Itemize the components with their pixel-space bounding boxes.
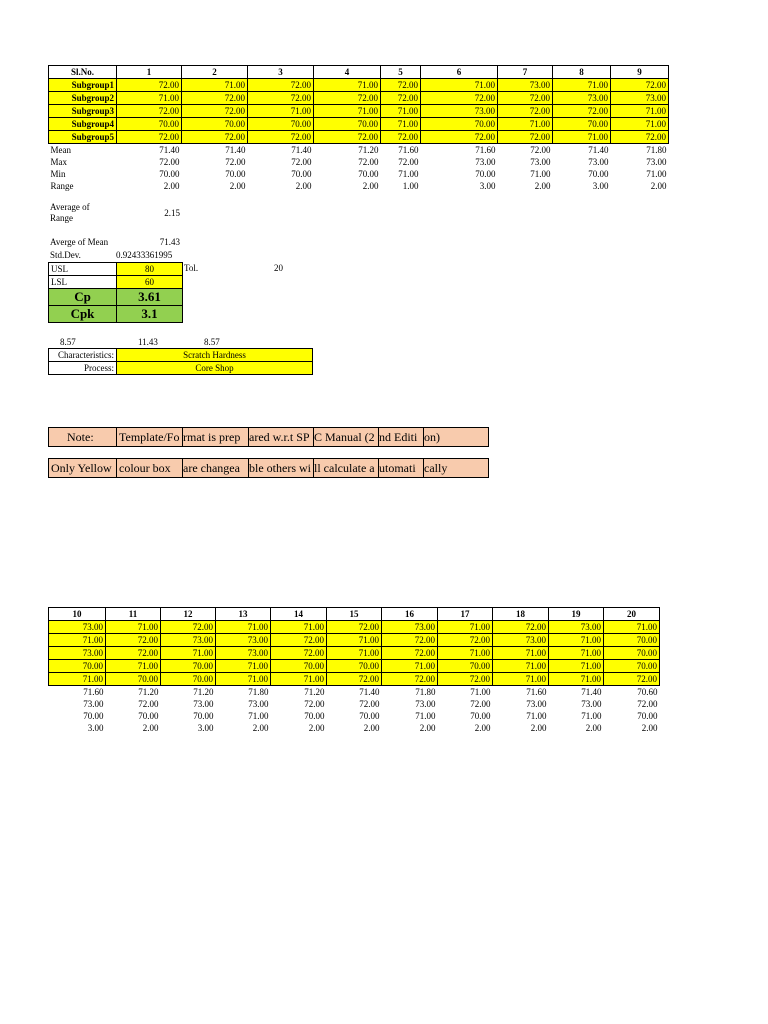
subgroup-value-input[interactable]: 71.00 — [314, 105, 381, 118]
subgroup-value-input[interactable]: 72.00 — [498, 105, 553, 118]
stat-value: 2.00 — [295, 181, 312, 191]
stat-value: 73.00 — [248, 699, 269, 709]
stat-row — [49, 168, 669, 180]
stat-value: 72.00 — [530, 145, 551, 155]
stat-value: 2.00 — [419, 723, 436, 733]
subgroup-value-input[interactable]: 73.00 — [498, 79, 553, 92]
subgroup-value-input[interactable]: 71.00 — [49, 673, 106, 686]
stat-value: 71.20 — [304, 687, 325, 697]
subgroup-value-input[interactable]: 70.00 — [421, 118, 498, 131]
stat-value: 71.60 — [398, 145, 419, 155]
stat-value: 70.00 — [138, 711, 159, 721]
stat-value: 71.80 — [415, 687, 436, 697]
stat-value: 2.00 — [530, 723, 547, 733]
stat-value: 71.00 — [398, 169, 419, 179]
subgroup-value-input[interactable]: 73.00 — [49, 647, 106, 660]
subgroup-value-input[interactable]: 71.00 — [216, 673, 271, 686]
stat-value: 1.00 — [402, 181, 419, 191]
column-header: 8 — [553, 66, 611, 79]
cp-value: 3.61 — [117, 289, 183, 306]
subgroup-value-input[interactable]: 71.00 — [314, 79, 381, 92]
subgroup-value-input[interactable]: 73.00 — [549, 621, 604, 634]
subgroup-value-input[interactable]: 71.00 — [106, 621, 161, 634]
column-header: 13 — [216, 608, 271, 621]
stat-value: 71.00 — [470, 687, 491, 697]
stat-label: Min — [50, 169, 66, 179]
process-label: Process: — [49, 362, 117, 375]
subgroup-value-input[interactable]: 72.00 — [314, 131, 381, 144]
subgroup-value-input[interactable]: 70.00 — [49, 660, 106, 673]
stat-value: 71.80 — [646, 145, 667, 155]
subgroup-value-input[interactable]: 72.00 — [117, 79, 182, 92]
stat-value: 73.00 — [581, 699, 602, 709]
stat-value: 72.00 — [470, 699, 491, 709]
column-header: 11 — [106, 608, 161, 621]
lsl-label: LSL — [49, 276, 117, 289]
subgroup-value-input[interactable]: 70.00 — [604, 660, 660, 673]
extra-value-2: 11.43 — [138, 337, 158, 347]
subgroup-value-input[interactable]: 70.00 — [182, 118, 248, 131]
extra-value-3: 8.57 — [204, 337, 220, 347]
subgroup-value-input[interactable]: 71.00 — [216, 660, 271, 673]
subgroup-value-input[interactable]: 72.00 — [271, 647, 327, 660]
note-segment: Template/Fo — [119, 430, 180, 444]
column-header: 18 — [493, 608, 549, 621]
subgroup-label: Subgroup2 — [49, 92, 117, 105]
stat-value: 70.00 — [637, 711, 658, 721]
data-table-2 — [48, 607, 660, 734]
column-header: 15 — [327, 608, 382, 621]
stat-value: 72.00 — [304, 699, 325, 709]
subgroup-value-input[interactable]: 72.00 — [182, 131, 248, 144]
subgroup-row — [49, 105, 669, 118]
note-segment: utomati — [379, 461, 416, 475]
header-row — [49, 66, 669, 79]
tol-label: Tol. — [184, 263, 199, 273]
stat-value: 70.00 — [588, 169, 609, 179]
subgroup-value-input[interactable]: 71.00 — [327, 634, 382, 647]
subgroup-value-input[interactable]: 71.00 — [271, 621, 327, 634]
stat-value: 70.00 — [470, 711, 491, 721]
subgroup-value-input[interactable]: 71.00 — [182, 79, 248, 92]
stat-value: 2.00 — [142, 723, 159, 733]
avg-range-value: 2.15 — [164, 208, 180, 218]
stat-row — [49, 144, 669, 157]
stat-value: 72.00 — [291, 157, 312, 167]
stat-value: 2.00 — [641, 723, 658, 733]
subgroup-value-input[interactable]: 72.00 — [381, 92, 421, 105]
subgroup-value-input[interactable]: 72.00 — [271, 634, 327, 647]
stat-value: 73.00 — [83, 699, 104, 709]
subgroup-value-input[interactable]: 71.00 — [381, 105, 421, 118]
subgroup-label: Subgroup4 — [49, 118, 117, 131]
column-header: 1 — [117, 66, 182, 79]
subgroup-value-input[interactable]: 72.00 — [611, 131, 669, 144]
subgroup-value-input[interactable]: 72.00 — [248, 92, 314, 105]
column-header: 10 — [49, 608, 106, 621]
column-header: 6 — [421, 66, 498, 79]
stat-value: 3.00 — [197, 723, 214, 733]
subgroup-value-input[interactable]: 73.00 — [216, 647, 271, 660]
stat-value: 70.00 — [83, 711, 104, 721]
subgroup-value-input[interactable]: 72.00 — [314, 92, 381, 105]
subgroup-value-input[interactable]: 71.00 — [604, 621, 660, 634]
subgroup-value-input[interactable]: 72.00 — [248, 79, 314, 92]
process-input[interactable]: Core Shop — [117, 362, 313, 375]
subgroup-value-input[interactable]: 73.00 — [553, 92, 611, 105]
column-header: 16 — [382, 608, 438, 621]
subgroup-label: Subgroup5 — [49, 131, 117, 144]
stat-value: 70.00 — [225, 169, 246, 179]
subgroup-value-input[interactable]: 72.00 — [161, 621, 216, 634]
avg-mean-label: Averge of Mean — [50, 237, 109, 247]
subgroup-value-input[interactable]: 71.00 — [381, 118, 421, 131]
subgroup-value-input[interactable]: 71.00 — [421, 79, 498, 92]
stat-label: Max — [50, 157, 67, 167]
stat-value: 71.00 — [248, 711, 269, 721]
stat-value: 3.00 — [87, 723, 104, 733]
column-header: 9 — [611, 66, 669, 79]
spec-limits-table — [48, 262, 183, 289]
subgroup-row — [49, 634, 660, 647]
stat-value: 70.60 — [637, 687, 658, 697]
stat-value: 72.00 — [225, 157, 246, 167]
subgroup-value-input[interactable]: 71.00 — [106, 660, 161, 673]
subgroup-value-input[interactable]: 71.00 — [493, 660, 549, 673]
note-segment: rmat is prep — [183, 430, 241, 444]
stat-value: 73.00 — [646, 157, 667, 167]
characteristics-label: Characteristics: — [49, 349, 117, 362]
subgroup-row — [49, 79, 669, 92]
stat-value: 2.00 — [252, 723, 269, 733]
subgroup-value-input[interactable]: 70.00 — [161, 660, 216, 673]
note-template-info — [48, 427, 489, 447]
subgroup-value-input[interactable]: 72.00 — [382, 647, 438, 660]
std-dev-value: 0.92433361995 — [116, 250, 173, 260]
stat-value: 2.00 — [650, 181, 667, 191]
cp-label: Cp — [49, 289, 117, 306]
column-header: 19 — [549, 608, 604, 621]
subgroup-value-input[interactable]: 73.00 — [382, 621, 438, 634]
stat-value: 71.40 — [159, 145, 180, 155]
subgroup-value-input[interactable]: 71.00 — [611, 105, 669, 118]
subgroup-value-input[interactable]: 72.00 — [117, 105, 182, 118]
std-dev-label: Std.Dev. — [50, 250, 81, 260]
note-segment: ble others wi — [249, 461, 311, 475]
subgroup-value-input[interactable]: 72.00 — [327, 673, 382, 686]
note-segment: Only Yellow — [51, 461, 112, 475]
subgroup-value-input[interactable]: 72.00 — [117, 131, 182, 144]
note-segment: ared w.r.t SP — [249, 430, 310, 444]
subgroup-value-input[interactable]: 70.00 — [117, 118, 182, 131]
column-header: 4 — [314, 66, 381, 79]
column-header: 7 — [498, 66, 553, 79]
subgroup-value-input[interactable]: 73.00 — [611, 92, 669, 105]
stat-value: 2.00 — [363, 723, 380, 733]
note-segment: on) — [424, 430, 440, 444]
subgroup-value-input[interactable]: 73.00 — [161, 634, 216, 647]
subgroup-label: Subgroup3 — [49, 105, 117, 118]
stat-value: 2.00 — [229, 181, 246, 191]
extra-value-1: 8.57 — [60, 337, 76, 347]
stat-row — [49, 698, 660, 710]
characteristics-input[interactable]: Scratch Hardness — [117, 349, 313, 362]
stat-row — [49, 710, 660, 722]
stat-value: 70.00 — [291, 169, 312, 179]
subgroup-row — [49, 118, 669, 131]
subgroup-value-input[interactable]: 70.00 — [604, 647, 660, 660]
stat-value: 72.00 — [398, 157, 419, 167]
stat-value: 70.00 — [159, 169, 180, 179]
lsl-input[interactable]: 60 — [117, 276, 183, 289]
subgroup-value-input[interactable]: 73.00 — [493, 634, 549, 647]
subgroup-value-input[interactable]: 71.00 — [553, 131, 611, 144]
stat-label: Mean — [50, 145, 71, 155]
subgroup-value-input[interactable]: 72.00 — [382, 634, 438, 647]
subgroup-value-input[interactable]: 71.00 — [493, 673, 549, 686]
stat-value: 2.00 — [585, 723, 602, 733]
subgroup-value-input[interactable]: 70.00 — [438, 660, 493, 673]
stat-value: 2.00 — [534, 181, 551, 191]
stat-value: 71.60 — [526, 687, 547, 697]
cpk-label: Cpk — [49, 306, 117, 323]
column-header: 20 — [604, 608, 660, 621]
subgroup-value-input[interactable]: 71.00 — [549, 673, 604, 686]
subgroup-value-input[interactable]: 71.00 — [382, 660, 438, 673]
stat-value: 71.40 — [588, 145, 609, 155]
subgroup-value-input[interactable]: 71.00 — [553, 79, 611, 92]
header-row — [49, 608, 660, 621]
stat-value: 71.00 — [646, 169, 667, 179]
stat-value: 73.00 — [530, 157, 551, 167]
stat-value: 71.00 — [530, 169, 551, 179]
stat-value: 71.60 — [83, 687, 104, 697]
subgroup-value-input[interactable]: 72.00 — [493, 621, 549, 634]
subgroup-value-input[interactable]: 70.00 — [314, 118, 381, 131]
subgroup-value-input[interactable]: 72.00 — [611, 79, 669, 92]
stat-value: 73.00 — [475, 157, 496, 167]
column-header: 5 — [381, 66, 421, 79]
subgroup-value-input[interactable]: 71.00 — [248, 105, 314, 118]
subgroup-value-input[interactable]: 73.00 — [421, 105, 498, 118]
subgroup-row — [49, 621, 660, 634]
note-segment: Note: — [67, 430, 94, 444]
stat-value: 71.40 — [225, 145, 246, 155]
stat-value: 71.00 — [415, 711, 436, 721]
stat-value: 2.00 — [474, 723, 491, 733]
subgroup-value-input[interactable]: 73.00 — [49, 621, 106, 634]
avg-mean-value: 71.43 — [159, 237, 180, 247]
subgroup-value-input[interactable]: 71.00 — [549, 647, 604, 660]
stat-row — [49, 180, 669, 192]
subgroup-value-input[interactable]: 72.00 — [438, 673, 493, 686]
subgroup-value-input[interactable]: 70.00 — [161, 673, 216, 686]
stat-value: 2.00 — [308, 723, 325, 733]
column-header: 12 — [161, 608, 216, 621]
column-header: 3 — [248, 66, 314, 79]
subgroup-value-input[interactable]: 71.00 — [498, 118, 553, 131]
subgroup-value-input[interactable]: 70.00 — [604, 634, 660, 647]
subgroup-row — [49, 660, 660, 673]
usl-label: USL — [49, 263, 117, 276]
note-segment: C Manual (2 — [314, 430, 375, 444]
subgroup-value-input[interactable]: 71.00 — [49, 634, 106, 647]
subgroup-value-input[interactable]: 70.00 — [248, 118, 314, 131]
subgroup-value-input[interactable]: 72.00 — [553, 105, 611, 118]
stat-value: 70.00 — [358, 169, 379, 179]
stat-row — [49, 686, 660, 699]
subgroup-row — [49, 647, 660, 660]
subgroup-row — [49, 92, 669, 105]
stat-value: 71.20 — [193, 687, 214, 697]
stat-value: 70.00 — [359, 711, 380, 721]
subgroup-value-input[interactable]: 71.00 — [549, 660, 604, 673]
stat-value: 2.00 — [362, 181, 379, 191]
subgroup-value-input[interactable]: 72.00 — [438, 634, 493, 647]
stat-value: 72.00 — [637, 699, 658, 709]
subgroup-value-input[interactable]: 72.00 — [421, 92, 498, 105]
subgroup-value-input[interactable]: 71.00 — [549, 634, 604, 647]
subgroup-value-input[interactable]: 72.00 — [421, 131, 498, 144]
stat-value: 71.40 — [581, 687, 602, 697]
characteristics-table — [48, 348, 313, 375]
stat-value: 73.00 — [193, 699, 214, 709]
stat-value: 73.00 — [588, 157, 609, 167]
tol-value: 20 — [274, 263, 283, 273]
stat-value: 70.00 — [193, 711, 214, 721]
subgroup-value-input[interactable]: 72.00 — [248, 131, 314, 144]
subgroup-value-input[interactable]: 72.00 — [498, 92, 553, 105]
capability-table — [48, 288, 183, 323]
stat-row — [49, 722, 660, 734]
subgroup-value-input[interactable]: 72.00 — [182, 105, 248, 118]
data-table-1 — [48, 65, 669, 192]
subgroup-value-input[interactable]: 71.00 — [327, 647, 382, 660]
stat-value: 71.20 — [358, 145, 379, 155]
stat-value: 71.00 — [581, 711, 602, 721]
stat-label: Range — [50, 181, 74, 191]
subgroup-value-input[interactable]: 71.00 — [161, 647, 216, 660]
subgroup-value-input[interactable]: 72.00 — [498, 131, 553, 144]
note-segment: ll calculate a — [314, 461, 375, 475]
subgroup-value-input[interactable]: 71.00 — [611, 118, 669, 131]
usl-input[interactable]: 80 — [117, 263, 183, 276]
subgroup-value-input[interactable]: 73.00 — [216, 634, 271, 647]
note-yellow-info — [48, 458, 489, 478]
column-header: 14 — [271, 608, 327, 621]
stat-value: 71.40 — [291, 145, 312, 155]
note-segment: nd Editi — [379, 430, 418, 444]
stat-value: 2.00 — [163, 181, 180, 191]
subgroup-value-input[interactable]: 71.00 — [216, 621, 271, 634]
subgroup-value-input[interactable]: 71.00 — [493, 647, 549, 660]
subgroup-label: Subgroup1 — [49, 79, 117, 92]
stat-value: 73.00 — [526, 699, 547, 709]
stat-value: 71.20 — [138, 687, 159, 697]
subgroup-value-input[interactable]: 70.00 — [327, 660, 382, 673]
stat-value: 73.00 — [415, 699, 436, 709]
subgroup-value-input[interactable]: 71.00 — [271, 673, 327, 686]
subgroup-row — [49, 131, 669, 144]
subgroup-value-input[interactable]: 70.00 — [553, 118, 611, 131]
stat-value: 3.00 — [592, 181, 609, 191]
stat-value: 70.00 — [304, 711, 325, 721]
avg-range-label — [50, 202, 90, 224]
subgroup-value-input[interactable]: 72.00 — [106, 634, 161, 647]
subgroup-value-input[interactable]: 72.00 — [381, 131, 421, 144]
column-header: 2 — [182, 66, 248, 79]
subgroup-value-input[interactable]: 72.00 — [327, 621, 382, 634]
subgroup-value-input[interactable]: 72.00 — [106, 647, 161, 660]
subgroup-value-input[interactable]: 72.00 — [604, 673, 660, 686]
subgroup-value-input[interactable]: 71.00 — [438, 647, 493, 660]
stat-row — [49, 156, 669, 168]
stat-value: 72.00 — [358, 157, 379, 167]
subgroup-value-input[interactable]: 72.00 — [381, 79, 421, 92]
stat-value: 3.00 — [479, 181, 496, 191]
stat-value: 71.00 — [526, 711, 547, 721]
note-segment: are changea — [183, 461, 240, 475]
subgroup-value-input[interactable]: 72.00 — [382, 673, 438, 686]
stat-value: 70.00 — [475, 169, 496, 179]
stat-value: 72.00 — [159, 157, 180, 167]
avg-range-label-line2: Range — [50, 213, 73, 223]
subgroup-value-input[interactable]: 71.00 — [117, 92, 182, 105]
subgroup-value-input[interactable]: 71.00 — [438, 621, 493, 634]
stat-value: 72.00 — [359, 699, 380, 709]
sl-no-header: Sl.No. — [49, 66, 117, 79]
subgroup-value-input[interactable]: 70.00 — [271, 660, 327, 673]
subgroup-row — [49, 673, 660, 686]
cpk-value: 3.1 — [117, 306, 183, 323]
stat-value: 71.60 — [475, 145, 496, 155]
note-segment: cally — [424, 461, 448, 475]
stat-value: 71.80 — [248, 687, 269, 697]
subgroup-value-input[interactable]: 72.00 — [182, 92, 248, 105]
stat-value: 72.00 — [138, 699, 159, 709]
note-segment: colour box — [119, 461, 171, 475]
subgroup-value-input[interactable]: 70.00 — [106, 673, 161, 686]
column-header: 17 — [438, 608, 493, 621]
avg-range-label-line1: Average of — [50, 202, 90, 212]
stat-value: 71.40 — [359, 687, 380, 697]
